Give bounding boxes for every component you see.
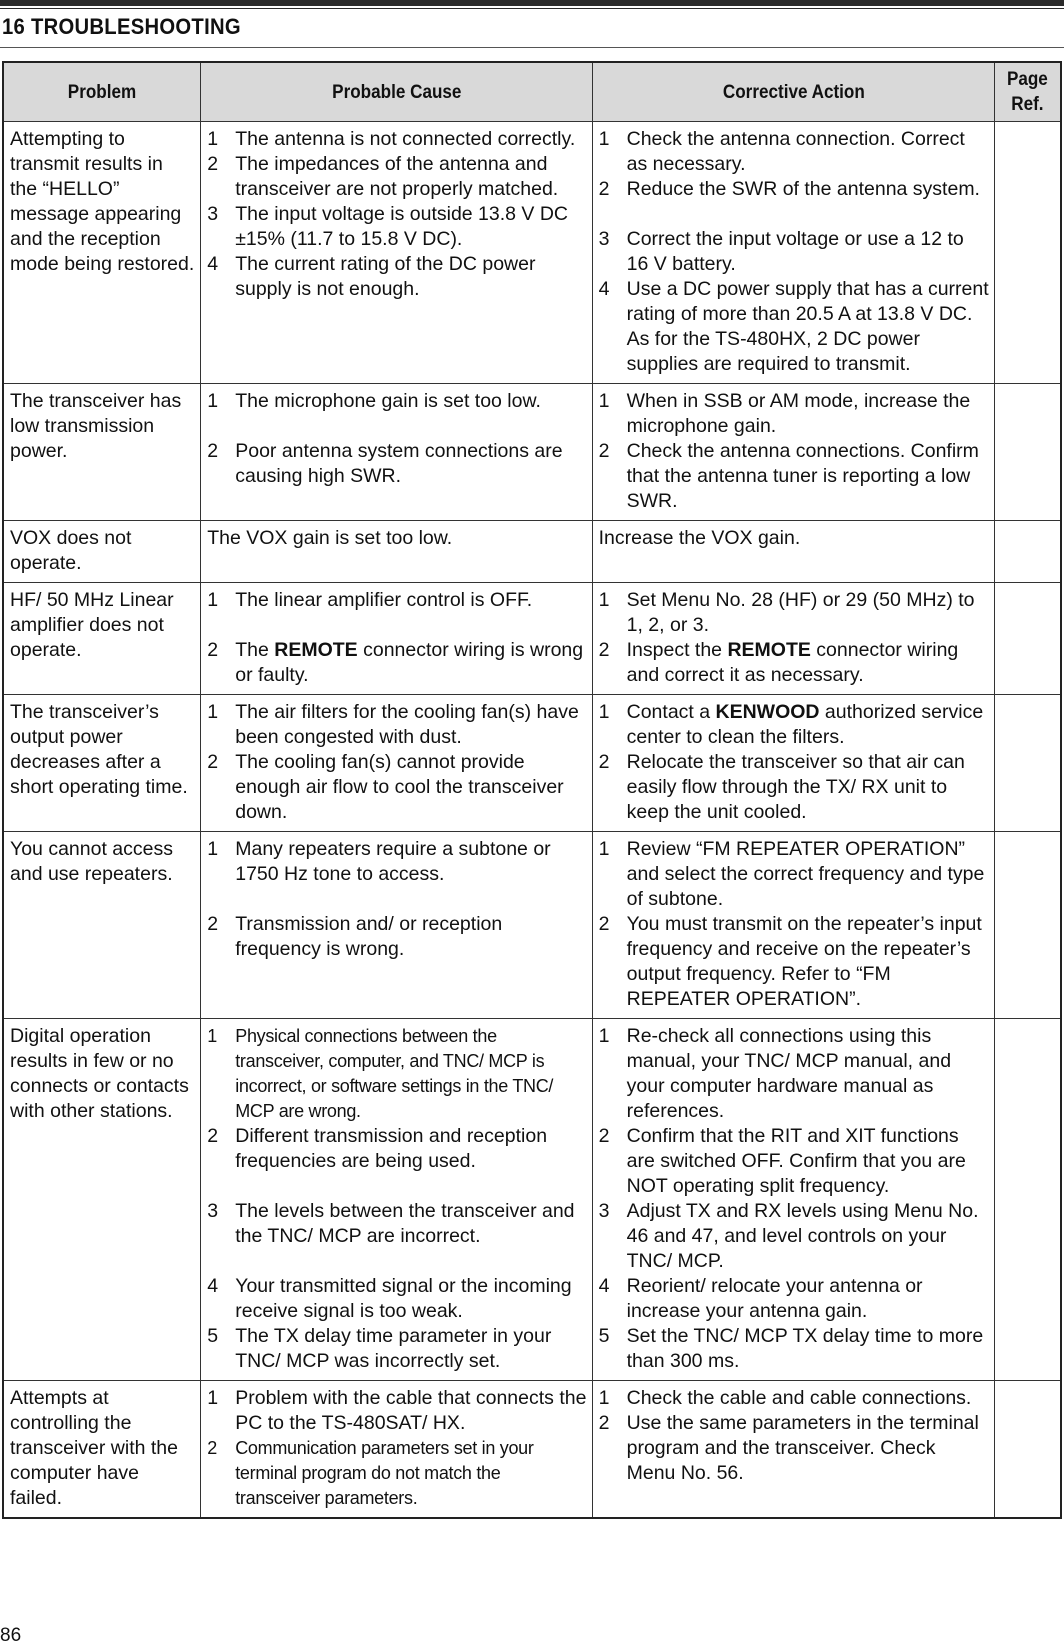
action-item: 4 Use a DC power supply that has a current rating of more than 20.5 A at 13.8 V DC. As for the TS-480HX, 2 DC power supplies are required to transmit.	[598, 278, 989, 375]
cause-cell	[201, 832, 592, 1019]
cause-cell	[201, 384, 592, 521]
cause-item: 3 The input voltage is outside 13.8 V DC ±15% (11.7 to 15.8 V DC).	[207, 203, 569, 250]
top-rule-thin	[0, 8, 1064, 9]
table-row	[3, 1381, 1061, 1519]
action-item: 2 You must transmit on the repeater’s input frequency and receive on the repeater’s output frequency. Refer to “FM REPEATER OPERATION”.	[598, 913, 982, 1010]
header-page-ref: Page Ref.	[995, 62, 1061, 122]
cause-item: 1 Problem with the cable that connects the PC to the TS-480SAT/ HX.	[207, 1387, 587, 1434]
problem-cell: Attempts at controlling the transceiver with the computer have failed.	[3, 1381, 201, 1519]
page-ref-cell	[995, 1381, 1061, 1519]
action-cell	[592, 832, 995, 1019]
action-item: 2 Check the antenna connections. Confirm that the antenna tuner is reporting a low SWR.	[598, 440, 979, 512]
cause-item: 1 Physical connections between the transceiver, computer, and TNC/ MCP is incorrect, or software settings in the TNC/ MCP are wrong.	[207, 1026, 554, 1121]
remote-keyword: REMOTE	[727, 639, 811, 661]
page-ref-cell	[995, 384, 1061, 521]
cause-cell	[201, 583, 592, 695]
table-row	[3, 521, 1061, 583]
header-problem: Problem	[3, 62, 201, 122]
cause-item: 4 Your transmitted signal or the incoming receive signal is too weak.	[207, 1275, 572, 1322]
page-ref-cell	[995, 583, 1061, 695]
cause-item: 2 Different transmission and reception frequencies are being used.	[207, 1125, 548, 1172]
action-item: 1 Contact a KENWOOD authorized service center to clean the filters.	[598, 701, 984, 748]
table-header-row	[3, 62, 1061, 122]
title-rule	[0, 47, 1064, 48]
action-item: 3 Correct the input voltage or use a 12 to 16 V battery.	[598, 228, 964, 275]
troubleshooting-table	[2, 61, 1062, 1519]
cause-item: 1 The antenna is not connected correctly.	[207, 128, 576, 150]
problem-cell: The transceiver’s output power decreases after a short operating time.	[3, 695, 201, 832]
action-item: 1 Set Menu No. 28 (HF) or 29 (50 MHz) to 1, 2, or 3.	[598, 589, 975, 636]
cause-cell	[201, 122, 592, 384]
action-item: 2 Relocate the transceiver so that air can easily flow through the TX/ RX unit to keep the unit cooled.	[598, 751, 965, 823]
problem-cell: VOX does not operate.	[3, 521, 201, 583]
action-cell	[592, 1381, 995, 1519]
action-item: 2 Reduce the SWR of the antenna system.	[598, 178, 980, 200]
action-item: 4 Reorient/ relocate your antenna or increase your antenna gain.	[598, 1275, 923, 1322]
header-probable-cause: Probable Cause	[201, 62, 592, 122]
action-item: 2 Inspect the REMOTE connector wiring and correct it as necessary.	[598, 639, 959, 686]
action-cell	[592, 583, 995, 695]
table-row	[3, 832, 1061, 1019]
page-ref-cell	[995, 1019, 1061, 1381]
page-ref-cell	[995, 521, 1061, 583]
table-row	[3, 1019, 1061, 1381]
cause-item: 2 Poor antenna system connections are causing high SWR.	[207, 440, 563, 487]
header-corrective-action: Corrective Action	[592, 62, 995, 122]
action-cell	[592, 122, 995, 384]
cause-item: 2 Transmission and/ or reception frequency is wrong.	[207, 913, 503, 960]
action-item: 1 Check the antenna connection. Correct as necessary.	[598, 128, 965, 175]
table-row	[3, 583, 1061, 695]
action-item: 1 Check the cable and cable connections.	[598, 1387, 972, 1409]
action-cell	[592, 695, 995, 832]
page-ref-cell	[995, 695, 1061, 832]
cause-item: 2 Communication parameters set in your terminal program do not match the transceiver parameters.	[207, 1438, 534, 1508]
remote-keyword: REMOTE	[274, 639, 358, 661]
problem-cell: Digital operation results in few or no connects or contacts with other stations.	[3, 1019, 201, 1381]
table-row	[3, 695, 1061, 832]
action-item: 2 Confirm that the RIT and XIT functions are switched OFF. Confirm that you are NOT operating split frequency.	[598, 1125, 966, 1197]
cause-cell	[201, 1381, 592, 1519]
cause-item: 1 The linear amplifier control is OFF.	[207, 589, 533, 611]
page-ref-cell	[995, 832, 1061, 1019]
action-item: 1 When in SSB or AM mode, increase the microphone gain.	[598, 390, 971, 437]
cause-item: 2 The cooling fan(s) cannot provide enough air flow to cool the transceiver down.	[207, 751, 564, 823]
kenwood-keyword: KENWOOD	[715, 701, 820, 723]
cause-item: 1 The air filters for the cooling fan(s) have been congested with dust.	[207, 701, 579, 748]
table-row	[3, 122, 1061, 384]
cause-item: 5 The TX delay time parameter in your TNC/ MCP was incorrectly set.	[207, 1325, 552, 1372]
problem-cell: You cannot access and use repeaters.	[3, 832, 201, 1019]
cause-item: 2 The impedances of the antenna and transceiver are not properly matched.	[207, 153, 559, 200]
cause-item: 1 The microphone gain is set too low.	[207, 390, 541, 412]
cause-item: 2 The REMOTE connector wiring is wrong or faulty.	[207, 639, 584, 686]
page-number: 86	[0, 1625, 22, 1646]
table-row	[3, 384, 1061, 521]
section-title: 16 TROUBLESHOOTING	[2, 14, 241, 39]
cause-cell: The VOX gain is set too low.	[201, 521, 592, 583]
action-cell: Increase the VOX gain.	[592, 521, 995, 583]
page-ref-cell	[995, 122, 1061, 384]
action-cell	[592, 1019, 995, 1381]
problem-cell: HF/ 50 MHz Linear amplifier does not operate.	[3, 583, 201, 695]
cause-item: 3 The levels between the transceiver and the TNC/ MCP are incorrect.	[207, 1200, 575, 1247]
cause-cell	[201, 1019, 592, 1381]
problem-cell: The transceiver has low transmission power.	[3, 384, 201, 521]
cause-item: 4 The current rating of the DC power supply is not enough.	[207, 253, 536, 300]
cause-item: 1 Many repeaters require a subtone or 1750 Hz tone to access.	[207, 838, 551, 885]
action-item: 2 Use the same parameters in the terminal program and the transceiver. Check Menu No. 56.	[598, 1412, 979, 1484]
action-item: 1 Review “FM REPEATER OPERATION” and select the correct frequency and type of subtone.	[598, 838, 985, 910]
problem-cell: Attempting to transmit results in the “HELLO” message appearing and the reception mode being restored.	[3, 122, 201, 384]
action-item: 1 Re-check all connections using this manual, your TNC/ MCP manual, and your computer hardware manual as references.	[598, 1025, 952, 1122]
cause-cell	[201, 695, 592, 832]
action-item: 5 Set the TNC/ MCP TX delay time to more than 300 ms.	[598, 1325, 984, 1372]
top-rule	[0, 0, 1064, 6]
action-item: 3 Adjust TX and RX levels using Menu No. 46 and 47, and level controls on your TNC/ MCP.	[598, 1200, 979, 1272]
action-cell	[592, 384, 995, 521]
